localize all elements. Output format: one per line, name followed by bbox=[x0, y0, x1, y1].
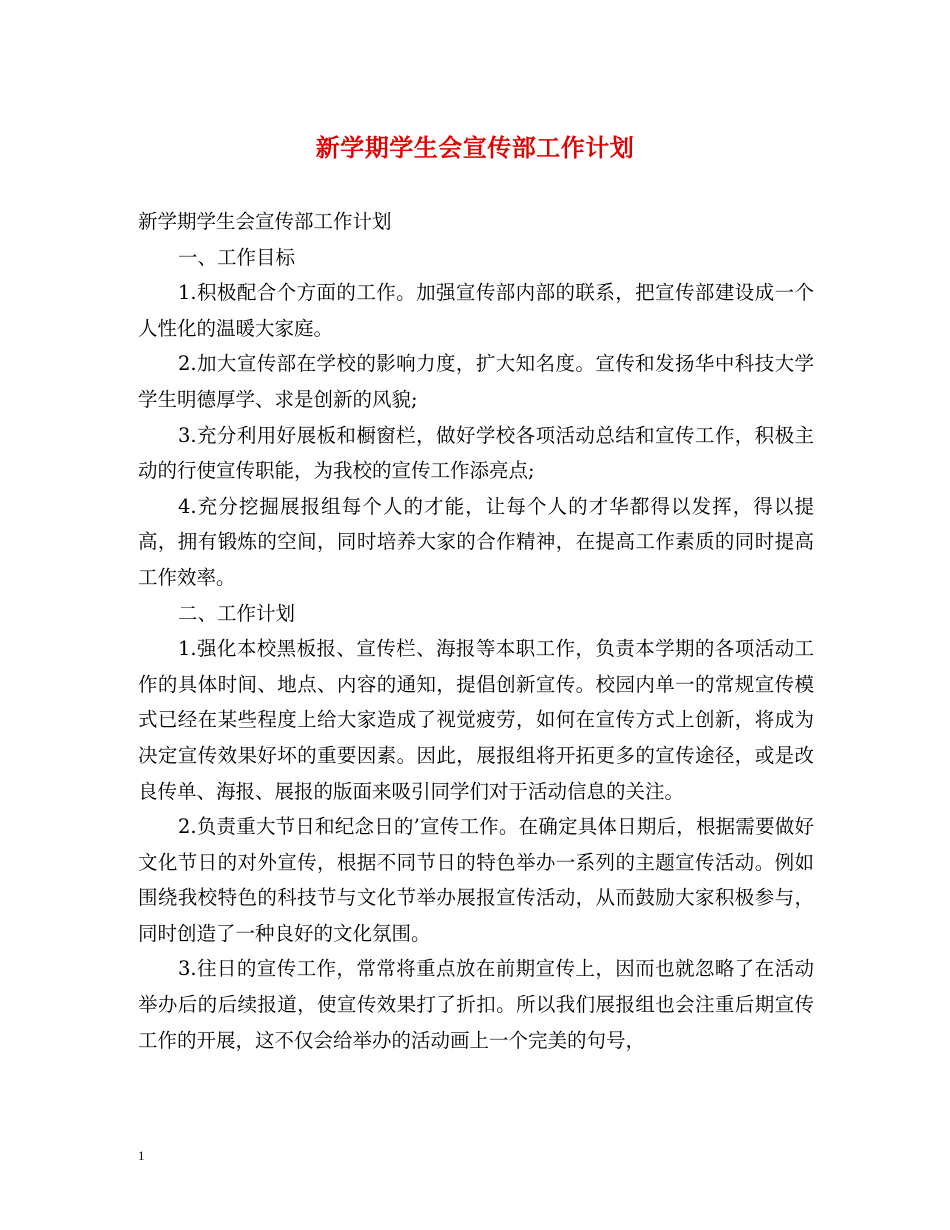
document-body bbox=[138, 204, 814, 1058]
paragraph: 2.负责重大节日和纪念日的’宣传工作。在确定具体日期后，根据需要做好文化节日的对外宣传，根据不同节日的特色举办一系列的主题宣传活动。例如围绕我校特色的科技节与文化节举办展报宣传活动，从而鼓励大家积极参与，同时创造了一种良好的文化氛围。 bbox=[138, 815, 814, 945]
paragraph: 2.加大宣传部在学校的影响力度，扩大知名度。宣传和发扬华中科技大学学生明德厚学、求是创新的风貌; bbox=[138, 352, 814, 411]
section-heading: 一、工作目标 bbox=[178, 245, 296, 269]
paragraph: 新学期学生会宣传部工作计划 bbox=[138, 210, 392, 233]
paragraph: 4.充分挖掘展报组每个人的才能，让每个人的才华都得以发挥，得以提高，拥有锻炼的空间，同时培养大家的合作精神，在提高工作素质的同时提高工作效率。 bbox=[138, 494, 814, 589]
paragraph: 1.积极配合个方面的工作。加强宣传部内部的联系，把宣传部建设成一个人性化的温暖大家庭。 bbox=[138, 281, 814, 340]
document-title: 新学期学生会宣传部工作计划 bbox=[315, 133, 635, 162]
page-number: 1 bbox=[138, 1148, 145, 1163]
section-heading: 二、工作计划 bbox=[178, 601, 296, 625]
paragraph: 1.强化本校黑板报、宣传栏、海报等本职工作，负责本学期的各项活动工作的具体时间、地点、内容的通知，提倡创新宣传。校园内单一的常规宣传模式已经在某些程度上给大家造成了视觉疲劳，如何在宣传方式上创新，将成为决定宣传效果好坏的重要因素。因此，展报组将开拓更多的宣传途径，或是改良传单、海报、展报的版面来吸引同学们对于活动信息的关注。 bbox=[138, 637, 814, 803]
paragraph: 3.充分利用好展板和橱窗栏，做好学校各项活动总结和宣传工作，积极主动的行使宣传职能，为我校的宣传工作添亮点; bbox=[138, 423, 814, 483]
paragraph: 3.往日的宣传工作，常常将重点放在前期宣传上，因而也就忽略了在活动举办后的后续报道，使宣传效果打了折扣。所以我们展报组也会注重后期宣传工作的开展，这不仅会给举办的活动画上一个完美的句号， bbox=[138, 957, 814, 1052]
